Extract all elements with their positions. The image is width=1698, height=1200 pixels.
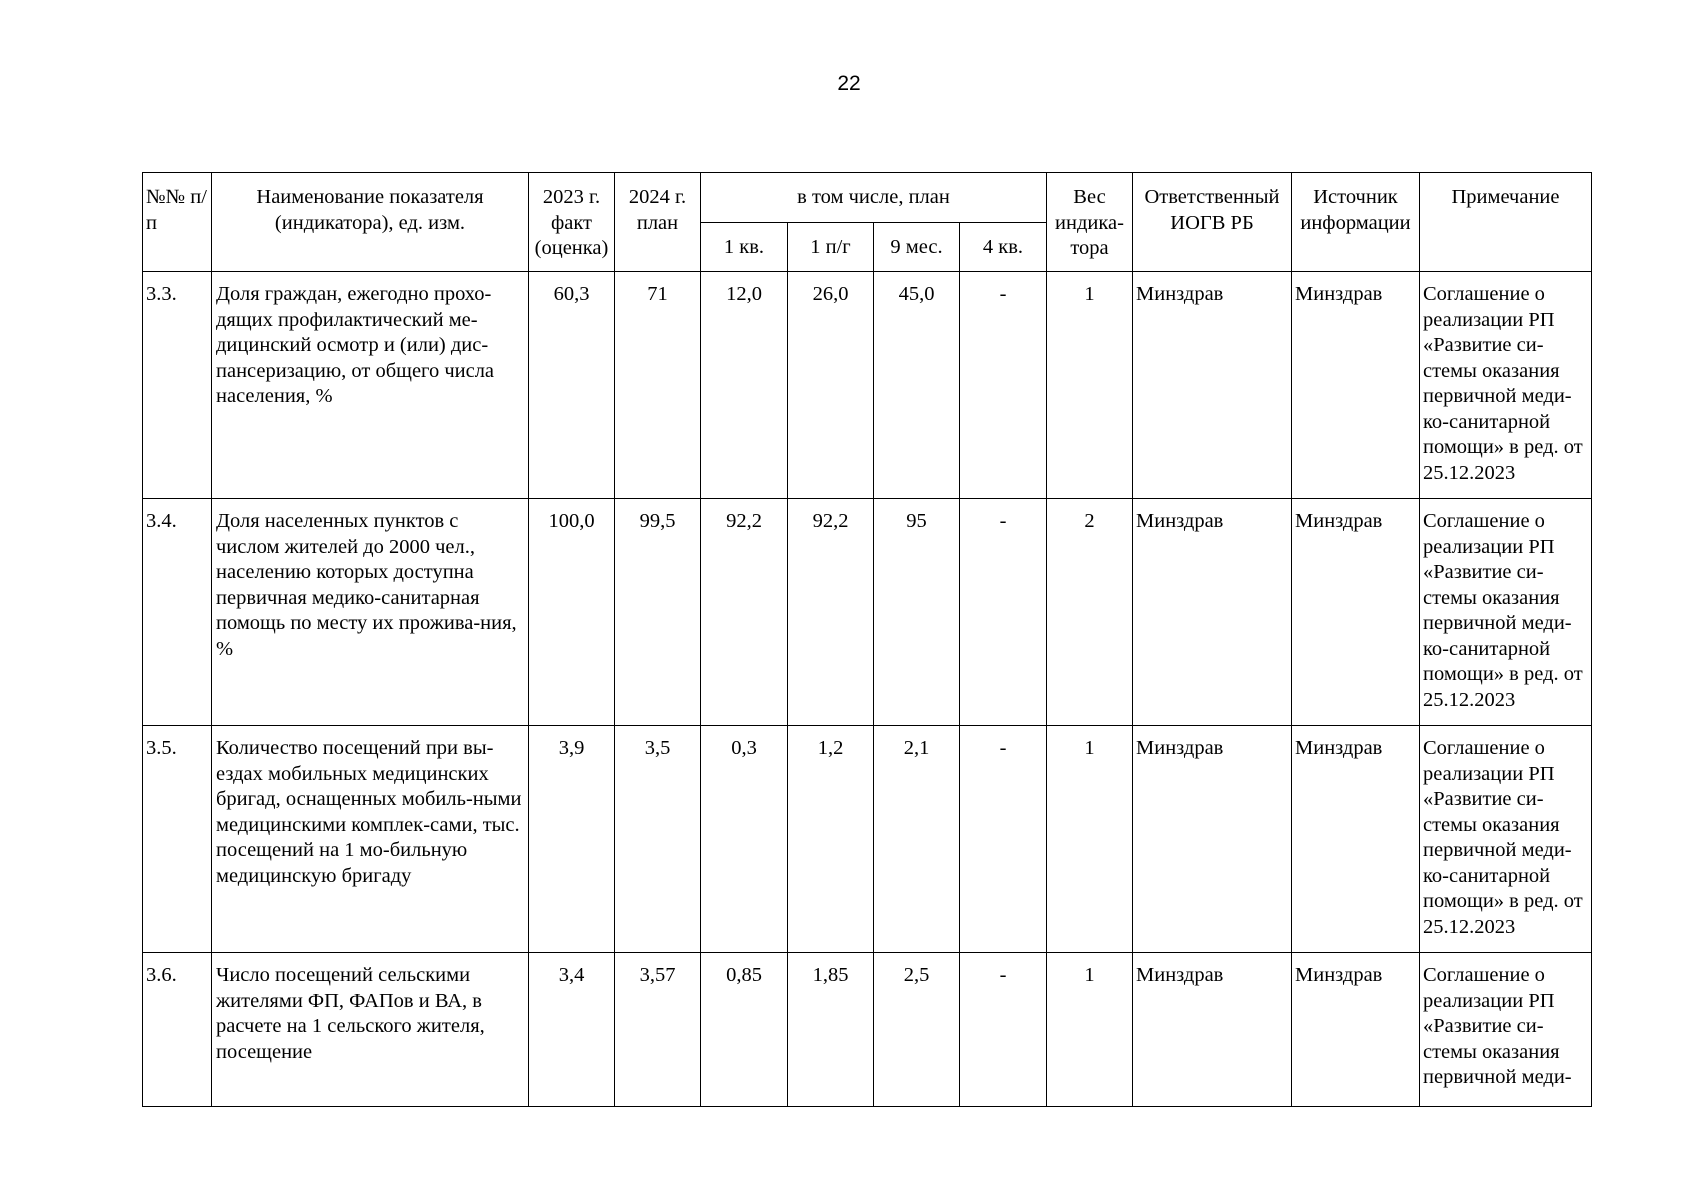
- cell-2024: 99,5: [615, 499, 701, 726]
- cell-note: Соглашение о реализации РП «Развитие си-стемы оказания первичной меди-ко-санитарной помощи» в ред. от 25.12.2023: [1420, 272, 1592, 499]
- cell-q1: 0,85: [701, 953, 788, 1107]
- cell-note: Соглашение о реализации РП «Развитие си-стемы оказания первичной меди-: [1420, 953, 1592, 1107]
- cell-h1: 1,2: [788, 726, 874, 953]
- cell-source: Минздрав: [1292, 499, 1420, 726]
- cell-2023: 60,3: [529, 272, 615, 499]
- page-number: 22: [837, 72, 861, 95]
- header-source: Источник информации: [1292, 173, 1420, 272]
- cell-h1: 26,0: [788, 272, 874, 499]
- cell-note: Соглашение о реализации РП «Развитие си-стемы оказания первичной меди-ко-санитарной помощи» в ред. от 25.12.2023: [1420, 726, 1592, 953]
- table-row: [143, 726, 1592, 953]
- cell-2024: 3,5: [615, 726, 701, 953]
- cell-2023: 3,9: [529, 726, 615, 953]
- cell-q4: -: [960, 499, 1047, 726]
- cell-num: 3.4.: [143, 499, 212, 726]
- cell-name: Доля населенных пунктов с числом жителей до 2000 чел., населению которых доступна первичная медико-санитарная помощь по месту их прожива-ния, %: [212, 499, 529, 726]
- header-num: №№ п/п: [143, 173, 212, 272]
- header-note: Примечание: [1420, 173, 1592, 272]
- header-2023: 2023 г. факт (оценка): [529, 173, 615, 272]
- table-row: [143, 499, 1592, 726]
- cell-source: Минздрав: [1292, 953, 1420, 1107]
- cell-num: 3.3.: [143, 272, 212, 499]
- cell-9m: 2,5: [874, 953, 960, 1107]
- cell-responsible: Минздрав: [1133, 726, 1292, 953]
- cell-name: Доля граждан, ежегодно прохо-дящих профилактический ме-дицинский осмотр и (или) дис-пансеризацию, от общего числа населения, %: [212, 272, 529, 499]
- cell-weight: 1: [1047, 272, 1133, 499]
- cell-2023: 3,4: [529, 953, 615, 1107]
- cell-q1: 0,3: [701, 726, 788, 953]
- header-name: Наименование показателя (индикатора), ед. изм.: [212, 173, 529, 272]
- cell-source: Минздрав: [1292, 726, 1420, 953]
- header-including-plan: в том числе, план: [701, 173, 1047, 223]
- header-responsible: Ответственный ИОГВ РБ: [1133, 173, 1292, 272]
- header-h1: 1 п/г: [788, 223, 874, 272]
- cell-name: Число посещений сельскими жителями ФП, ФАПов и ВА, в расчете на 1 сельского жителя, посещение: [212, 953, 529, 1107]
- table-row: [143, 272, 1592, 499]
- cell-q4: -: [960, 726, 1047, 953]
- cell-weight: 1: [1047, 953, 1133, 1107]
- header-weight: Вес индика-тора: [1047, 173, 1133, 272]
- cell-weight: 2: [1047, 499, 1133, 726]
- cell-responsible: Минздрав: [1133, 499, 1292, 726]
- cell-weight: 1: [1047, 726, 1133, 953]
- cell-source: Минздрав: [1292, 272, 1420, 499]
- header-q4: 4 кв.: [960, 223, 1047, 272]
- cell-9m: 2,1: [874, 726, 960, 953]
- cell-h1: 92,2: [788, 499, 874, 726]
- cell-q1: 92,2: [701, 499, 788, 726]
- cell-9m: 95: [874, 499, 960, 726]
- cell-num: 3.6.: [143, 953, 212, 1107]
- cell-name: Количество посещений при вы-ездах мобильных медицинских бригад, оснащенных мобиль-ными медицинскими комплек-сами, тыс. посещений на 1 мо-бильную медицинскую бригаду: [212, 726, 529, 953]
- indicators-table: [142, 172, 1592, 1107]
- header-2024: 2024 г. план: [615, 173, 701, 272]
- cell-2024: 3,57: [615, 953, 701, 1107]
- cell-2023: 100,0: [529, 499, 615, 726]
- cell-responsible: Минздрав: [1133, 953, 1292, 1107]
- header-q1: 1 кв.: [701, 223, 788, 272]
- cell-h1: 1,85: [788, 953, 874, 1107]
- cell-2024: 71: [615, 272, 701, 499]
- header-9m: 9 мес.: [874, 223, 960, 272]
- cell-q4: -: [960, 272, 1047, 499]
- header-row-1: [143, 173, 1592, 223]
- cell-num: 3.5.: [143, 726, 212, 953]
- cell-q4: -: [960, 953, 1047, 1107]
- cell-9m: 45,0: [874, 272, 960, 499]
- table-row: [143, 953, 1592, 1107]
- cell-responsible: Минздрав: [1133, 272, 1292, 499]
- cell-q1: 12,0: [701, 272, 788, 499]
- cell-note: Соглашение о реализации РП «Развитие си-стемы оказания первичной меди-ко-санитарной помощи» в ред. от 25.12.2023: [1420, 499, 1592, 726]
